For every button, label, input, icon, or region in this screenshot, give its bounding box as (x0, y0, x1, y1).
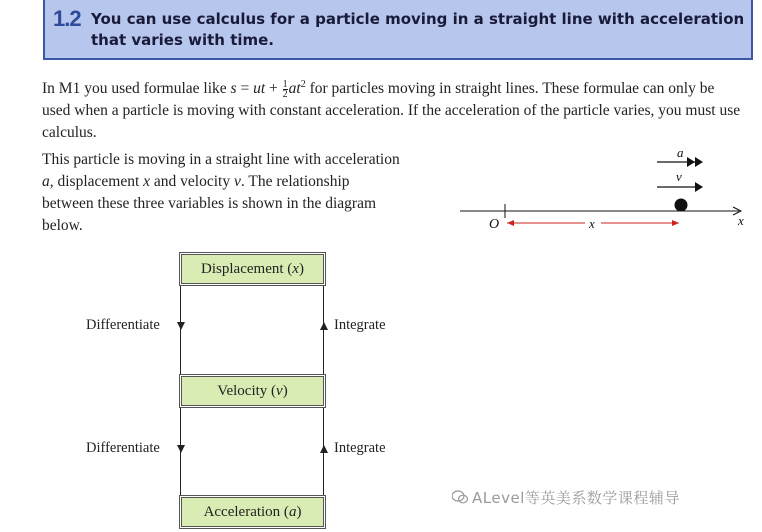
integrate-label-1: Integrate (334, 317, 386, 333)
integrate-arrow-1 (320, 322, 328, 330)
section-title: You can use calculus for a particle moving in a straight line with acceleration that varies with time. (91, 10, 745, 49)
particle (675, 199, 688, 212)
left-connector-1 (180, 286, 181, 374)
watermark-text: ALevel等英美系数学课程辅导 (472, 489, 680, 507)
displacement-box (181, 254, 324, 284)
differentiate-arrow-1 (177, 322, 185, 330)
intro-paragraph: In M1 you used formulae like s = ut + $\frac{1}{2}$ $at^2$ for particles moving in straight lines. These formulae can only be used when a particle is moving with constant acceleration. If the acceleration of the particle varies, you must use calculus. (42, 79, 741, 142)
watermark (452, 487, 680, 508)
integrate-arrow-2 (320, 445, 328, 453)
right-connector-1 (323, 286, 324, 374)
x-displacement-label: x (589, 216, 595, 231)
section-header (43, 0, 753, 60)
integrate-label-2: Integrate (334, 440, 386, 456)
wechat-icon (452, 490, 468, 504)
acceleration-label: Acceleration (a) (203, 504, 302, 520)
acceleration-box (181, 497, 324, 527)
displacement-label: Displacement (x) (201, 261, 304, 277)
differentiate-label-1: Differentiate (86, 317, 160, 333)
half-fraction: $\frac{1}{2}$ (282, 79, 288, 101)
motion-diagram (455, 140, 755, 240)
origin-label: O (489, 217, 500, 232)
v-label: v (676, 169, 682, 184)
axis-x-label: x (738, 213, 744, 228)
differentiate-arrow-2 (177, 445, 185, 453)
velocity-label: Velocity (v) (217, 383, 288, 399)
differentiate-label-2: Differentiate (86, 440, 160, 456)
velocity-box (181, 376, 324, 406)
description-paragraph: This particle is moving in a straight line with acceleration a, displacement x and velocity v. The relationship between these three variables is shown in the diagram below. (42, 151, 400, 234)
a-label: a (677, 145, 684, 160)
section-number: 1.2 (53, 6, 81, 31)
